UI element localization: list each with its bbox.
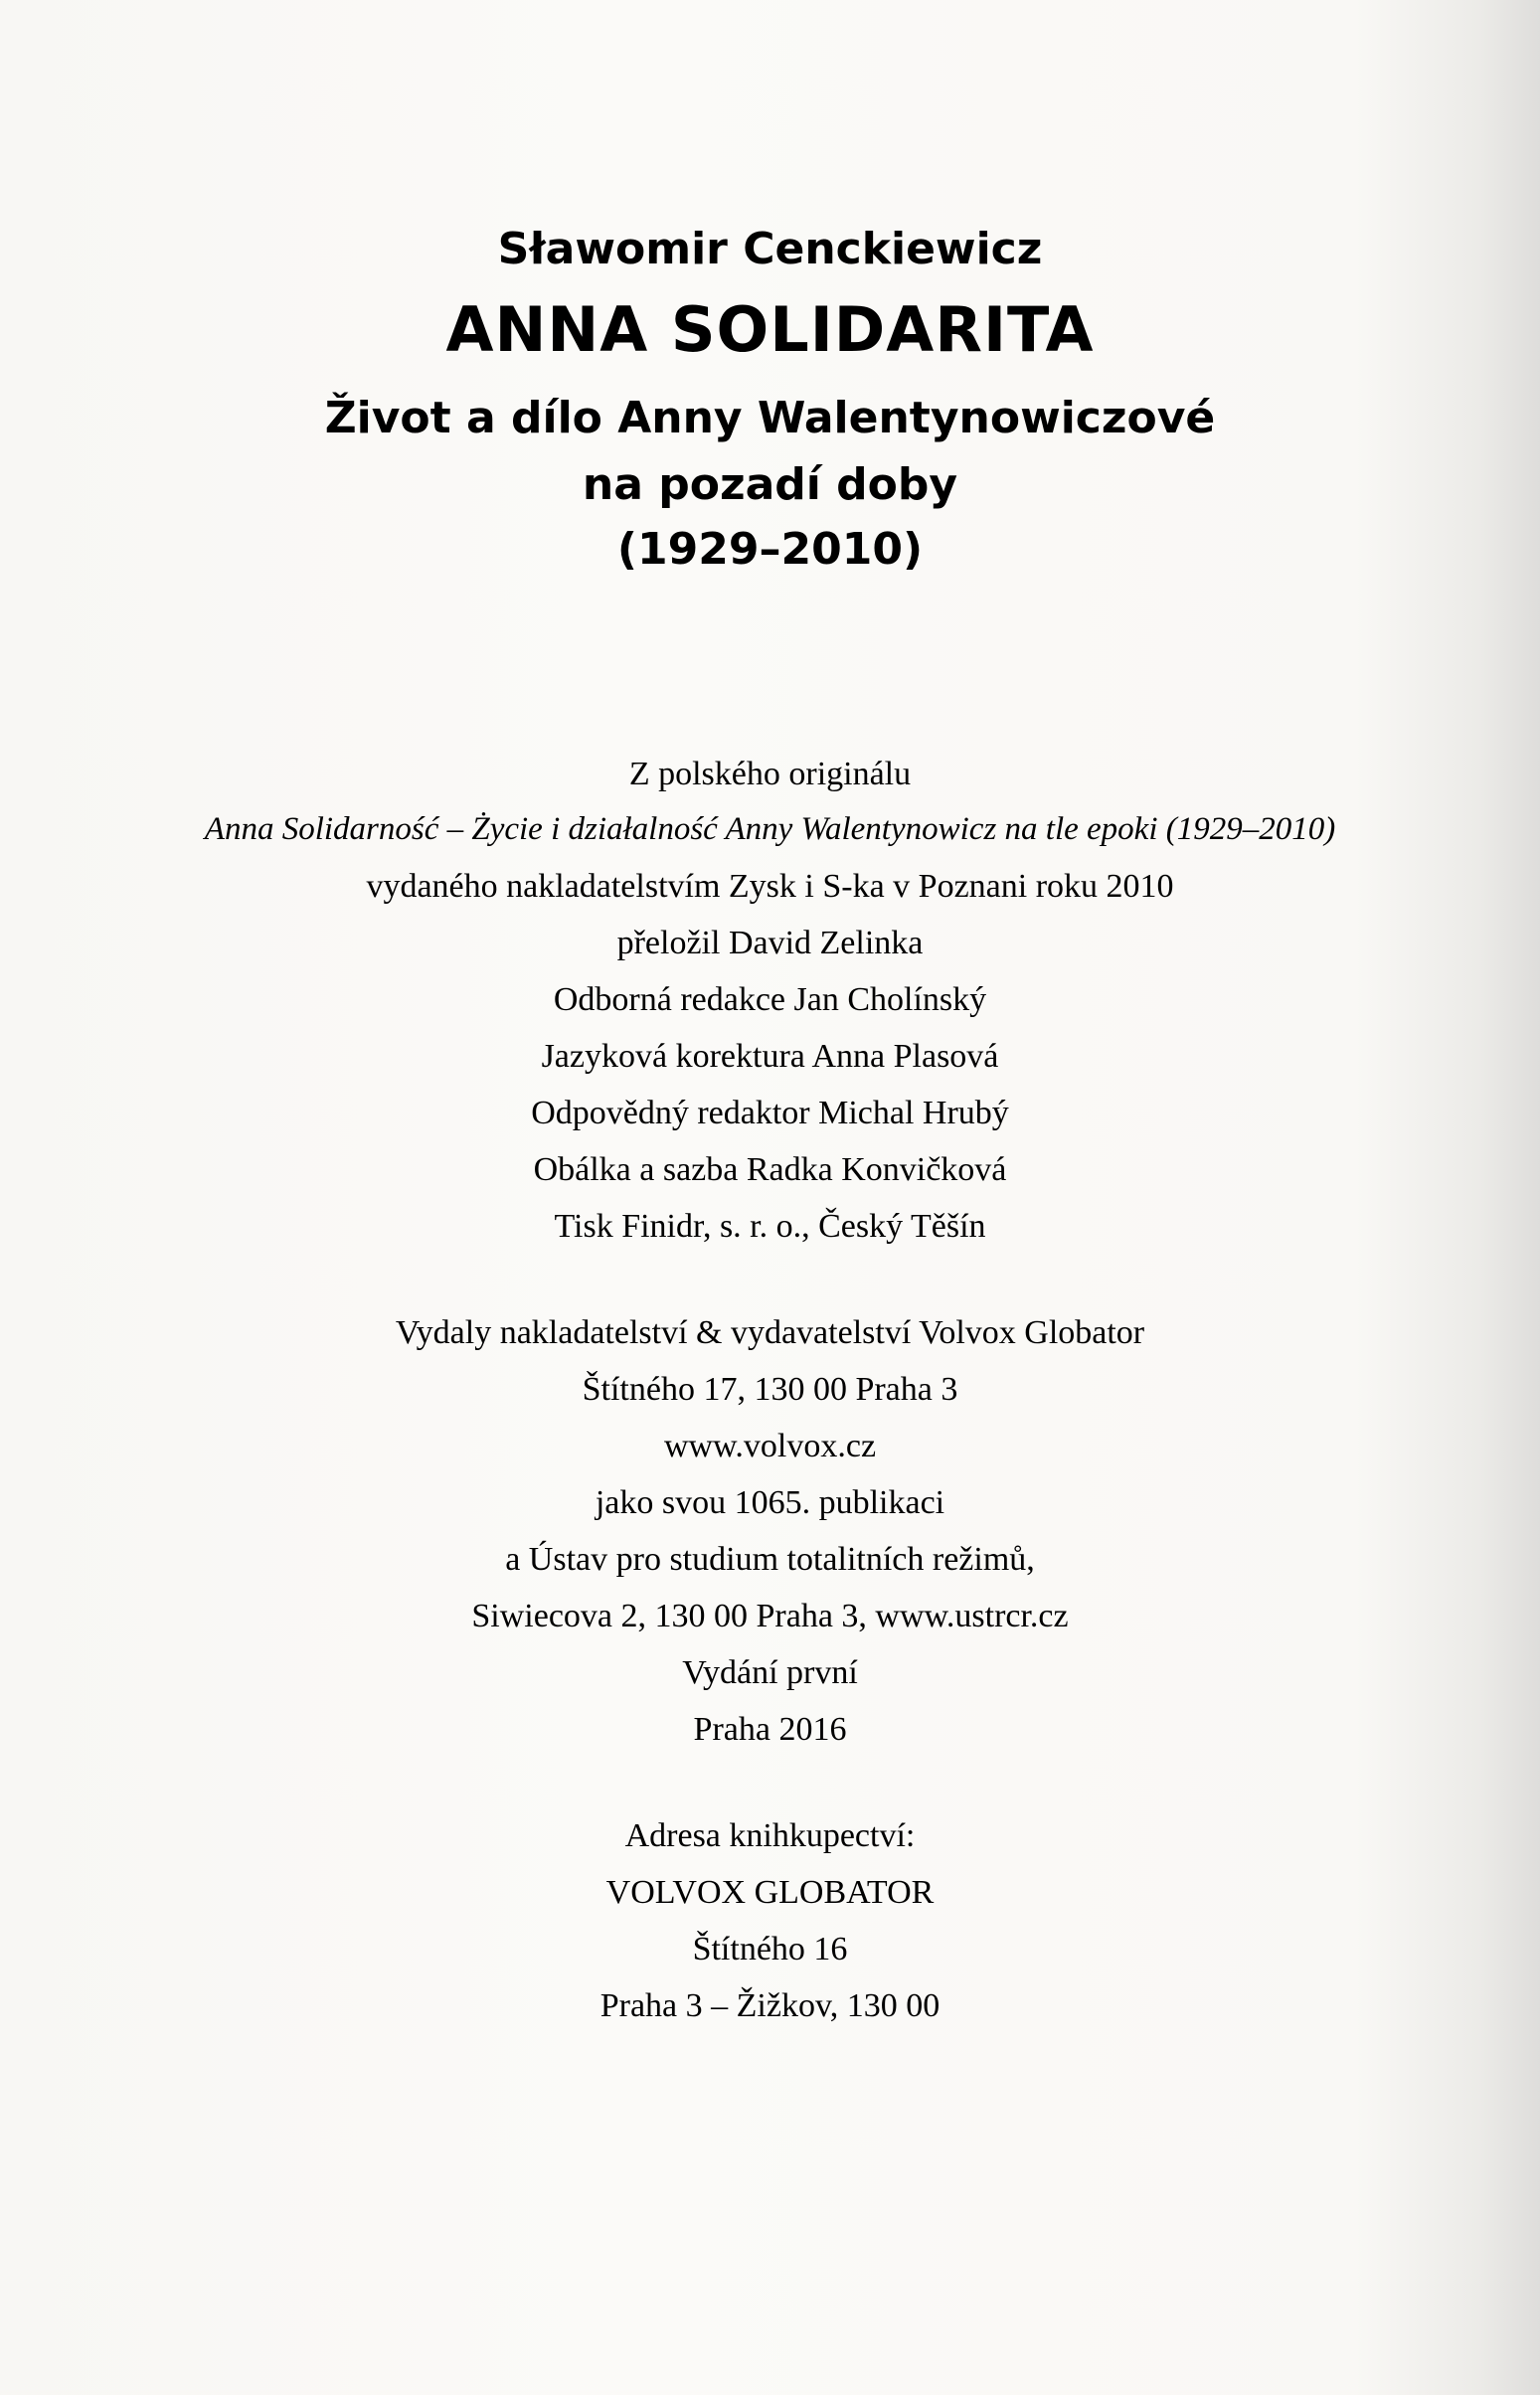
bookshop-label: Adresa knihkupectví:: [624, 1817, 916, 1854]
bookshop-name: VOLVOX GLOBATOR: [605, 1874, 935, 1911]
publisher-website: www.volvox.cz: [663, 1428, 877, 1464]
expert-editor-credit: Odborná redakce Jan Cholínský: [553, 981, 987, 1018]
responsible-editor-credit: Odpovědný redaktor Michal Hrubý: [531, 1095, 1009, 1131]
author-name: Sławomir Cenckiewicz: [497, 224, 1043, 274]
subtitle-years: (1929–2010): [616, 524, 924, 575]
publisher-name: Vydaly nakladatelství & vydavatelství Volvox Globator: [395, 1314, 1145, 1351]
original-publisher: vydaného nakladatelstvím Zysk i S-ka v Poznani roku 2010: [366, 868, 1174, 905]
co-publisher-address: Siwiecova 2, 130 00 Praha 3, www.ustrcr.cz: [471, 1598, 1069, 1634]
bookshop-street: Štítného 16: [692, 1931, 848, 1967]
original-title: Anna Solidarność – Życie i działalność Anny Walentynowicz na tle epoki (1929–2010): [204, 811, 1336, 847]
translator-credit: přeložil David Zelinka: [616, 925, 924, 961]
publication-number: jako svou 1065. publikaci: [595, 1484, 945, 1521]
print-credit: Tisk Finidr, s. r. o., Český Těšín: [554, 1208, 986, 1245]
cover-credit: Obálka a sazba Radka Konvičková: [533, 1151, 1007, 1188]
bookshop-city: Praha 3 – Žižkov, 130 00: [599, 1987, 941, 2024]
co-publisher: a Ústav pro studium totalitních režimů,: [505, 1541, 1035, 1578]
subtitle-line-2: na pozadí doby: [582, 459, 958, 510]
subtitle-line-1: Život a dílo Anny Walentynowiczové: [324, 393, 1216, 443]
book-title: ANNA SOLIDARITA: [445, 293, 1095, 366]
edition: Vydání první: [682, 1654, 858, 1691]
place-and-year: Praha 2016: [693, 1711, 847, 1748]
publisher-address: Štítného 17, 130 00 Praha 3: [582, 1371, 958, 1408]
original-source-label: Z polského originálu: [628, 756, 912, 792]
proofreading-credit: Jazyková korektura Anna Plasová: [541, 1038, 999, 1075]
